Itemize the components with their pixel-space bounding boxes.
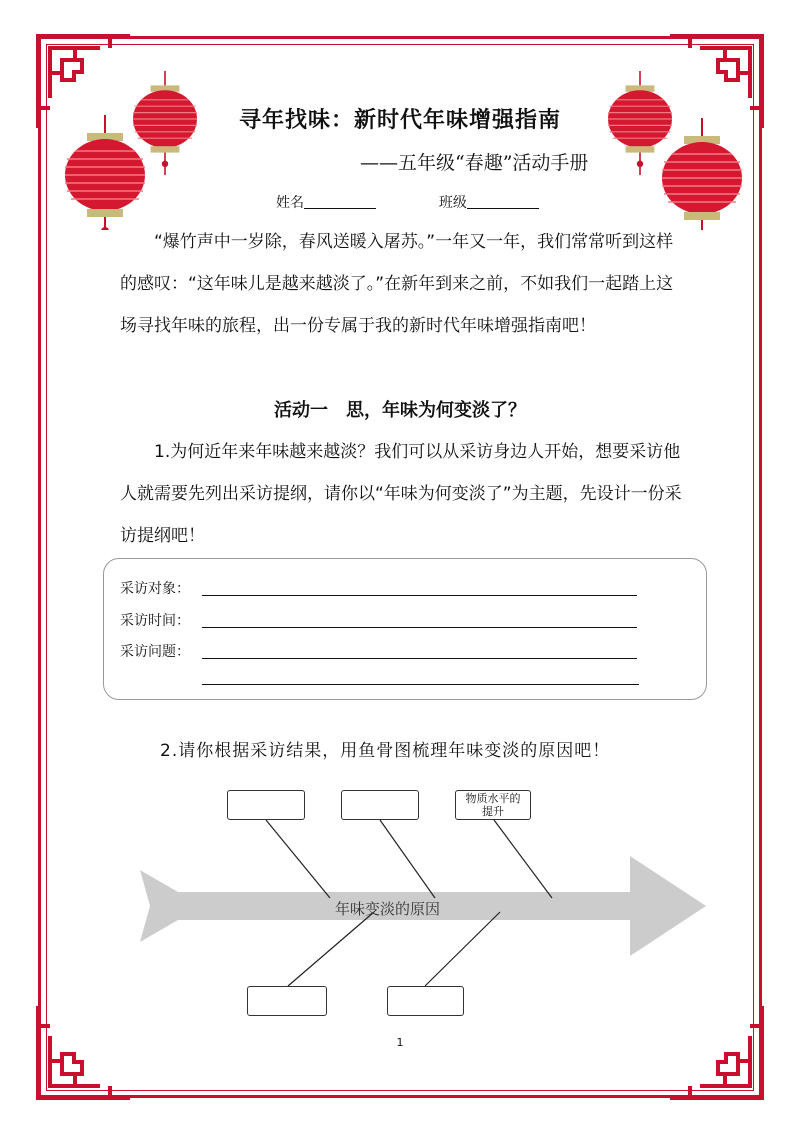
interview-question-field[interactable] bbox=[202, 658, 637, 659]
fishbone-cause-box[interactable] bbox=[227, 790, 305, 820]
class-label: 班级 bbox=[438, 195, 467, 211]
fishbone-cause-text: 物质水平的提升 bbox=[465, 792, 521, 818]
lantern-icon bbox=[662, 118, 742, 230]
question-one: 1.为何近年来年味越来越淡？我们可以从采访身边人开始，想要采访他人就需要先列出采访提纲，请你以“年味为何变淡了”为主题，先设计一份采访提纲吧！ bbox=[120, 442, 682, 546]
interview-time-label: 采访时间： bbox=[120, 613, 190, 629]
interview-outline-box bbox=[103, 558, 707, 700]
lanterns-left bbox=[60, 40, 220, 230]
class-field[interactable] bbox=[467, 194, 539, 209]
fishbone-bone bbox=[494, 820, 552, 898]
fishbone-bone bbox=[266, 820, 330, 898]
page-number: 1 bbox=[396, 1036, 404, 1049]
fishbone-bone bbox=[380, 820, 435, 898]
fishbone-cause-box-filled[interactable] bbox=[455, 790, 531, 820]
fishbone-cause-box[interactable] bbox=[387, 986, 464, 1016]
fishbone-bone bbox=[425, 912, 500, 986]
intro-paragraph: “爆竹声中一岁除，春风送暖入屠苏。”一年又一年，我们常常听到这样的感叹：“这年味儿是越来越淡了。”在新年到来之前，不如我们一起踏上这场寻找年味的旅程，出一份专属于我的新时代年味增强指南吧！ bbox=[120, 232, 674, 336]
fishbone-cause-box[interactable] bbox=[341, 790, 419, 820]
interview-target-field[interactable] bbox=[202, 595, 637, 596]
page-title: 寻年找味：新时代年味增强指南 bbox=[238, 108, 561, 133]
activity-one-title: 活动一 思，年味为何变淡了？ bbox=[274, 400, 526, 421]
page-subtitle: ——五年级“春趣”活动手册 bbox=[360, 152, 589, 174]
name-field[interactable] bbox=[304, 194, 376, 209]
student-info bbox=[276, 192, 539, 212]
lanterns-right bbox=[590, 40, 760, 230]
fishbone-cause-box[interactable] bbox=[247, 986, 327, 1016]
interview-time-field[interactable] bbox=[202, 627, 637, 628]
question-two: 2.请你根据采访结果，用鱼骨图梳理年味变淡的原因吧！ bbox=[160, 741, 611, 761]
name-label: 姓名 bbox=[276, 195, 304, 211]
fishbone-bone bbox=[288, 912, 374, 986]
interview-question-label: 采访问题： bbox=[120, 644, 190, 660]
interview-question-field-2[interactable] bbox=[202, 684, 639, 685]
interview-target-label: 采访对象： bbox=[120, 581, 190, 597]
fishbone-spine-label: 年味变淡的原因 bbox=[335, 900, 441, 918]
